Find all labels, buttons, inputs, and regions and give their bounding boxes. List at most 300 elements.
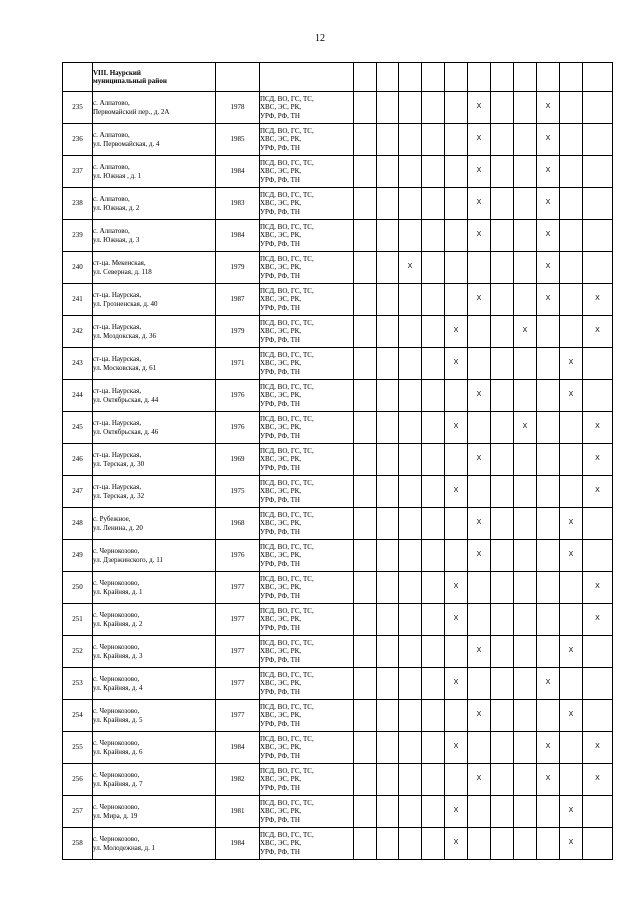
section-empty-cell xyxy=(377,63,399,92)
address-line: ул. Моздокская, д. 36 xyxy=(93,331,156,340)
year-mark-cell xyxy=(514,572,537,604)
year-mark-cell xyxy=(422,668,445,700)
year-mark-cell xyxy=(445,444,468,476)
year-mark-cell xyxy=(354,540,377,572)
address-line: с. Чернокозово, xyxy=(93,611,140,620)
table-row xyxy=(63,188,613,220)
year-mark-cell xyxy=(560,252,583,284)
year-mark-cell xyxy=(560,220,583,252)
year-mark-cell xyxy=(560,764,583,796)
year-mark-cell xyxy=(399,700,422,732)
address-cell xyxy=(93,284,216,316)
table-row xyxy=(63,508,613,540)
year-mark-cell: X xyxy=(399,252,422,284)
year-mark-cell: X xyxy=(560,636,583,668)
work-codes-line: ХВС, ЭС, РК, xyxy=(260,743,301,752)
work-codes-cell xyxy=(260,92,354,124)
year-cell: 1982 xyxy=(216,764,260,796)
address-line: с. Чернокозово, xyxy=(93,707,140,716)
year-mark-cell xyxy=(377,732,399,764)
year-mark-cell xyxy=(354,636,377,668)
address-line: ул. Грозненская, д. 40 xyxy=(93,299,158,308)
work-codes-line: ХВС, ЭС, РК, xyxy=(260,519,301,528)
work-codes-cell xyxy=(260,412,354,444)
year-mark-cell xyxy=(422,284,445,316)
year-mark-cell xyxy=(491,220,514,252)
year-mark-cell xyxy=(422,316,445,348)
work-codes-cell xyxy=(260,188,354,220)
year-mark-cell xyxy=(354,828,377,860)
year-mark-cell xyxy=(583,380,613,412)
year-mark-cell xyxy=(560,284,583,316)
year-cell: 1977 xyxy=(216,604,260,636)
year-mark-cell: X xyxy=(583,284,613,316)
year-cell: 1976 xyxy=(216,412,260,444)
section-empty-cell xyxy=(422,63,445,92)
year-mark-cell xyxy=(514,540,537,572)
year-mark-cell: X xyxy=(583,412,613,444)
year-cell: 1984 xyxy=(216,828,260,860)
year-mark-cell xyxy=(354,380,377,412)
buildings-table xyxy=(62,62,613,860)
work-codes-line: ПСД, ВО, ГС, ТС, xyxy=(260,734,314,743)
address-line: с. Алпатово, xyxy=(93,227,130,236)
year-mark-cell xyxy=(560,572,583,604)
year-mark-cell xyxy=(445,124,468,156)
year-mark-cell xyxy=(583,156,613,188)
year-mark-cell xyxy=(399,604,422,636)
work-codes-line: УРФ, РФ, ТН xyxy=(260,687,300,696)
year-mark-cell xyxy=(491,508,514,540)
year-mark-cell xyxy=(377,668,399,700)
year-mark-cell: X xyxy=(514,412,537,444)
year-mark-cell xyxy=(445,636,468,668)
work-codes-cell xyxy=(260,732,354,764)
year-mark-cell xyxy=(354,476,377,508)
table-row xyxy=(63,700,613,732)
year-mark-cell: X xyxy=(445,476,468,508)
year-mark-cell xyxy=(377,188,399,220)
year-mark-cell xyxy=(468,348,491,380)
year-mark-cell xyxy=(354,316,377,348)
year-mark-cell xyxy=(377,572,399,604)
table-row xyxy=(63,732,613,764)
work-codes-line: ПСД, ВО, ГС, ТС, xyxy=(260,158,314,167)
address-line: ул. Терская, д. 32 xyxy=(93,491,145,500)
work-codes-line: УРФ, РФ, ТН xyxy=(260,591,300,600)
work-codes-cell xyxy=(260,316,354,348)
address-cell xyxy=(93,508,216,540)
address-cell xyxy=(93,828,216,860)
address-line: с. Чернокозово, xyxy=(93,803,140,812)
year-mark-cell xyxy=(537,412,560,444)
year-mark-cell xyxy=(399,508,422,540)
year-mark-cell xyxy=(583,700,613,732)
row-number: 247 xyxy=(63,476,93,508)
section-title-line: VIII. Наурский xyxy=(93,68,141,77)
table-row xyxy=(63,316,613,348)
year-mark-cell xyxy=(514,732,537,764)
year-mark-cell: X xyxy=(445,412,468,444)
address-line: ул. Крайняя, д. 3 xyxy=(93,651,143,660)
table-row xyxy=(63,764,613,796)
year-mark-cell: X xyxy=(468,764,491,796)
work-codes-line: ХВС, ЭС, РК, xyxy=(260,391,301,400)
year-mark-cell xyxy=(354,508,377,540)
year-mark-cell: X xyxy=(537,252,560,284)
year-cell: 1983 xyxy=(216,188,260,220)
year-mark-cell: X xyxy=(560,540,583,572)
work-codes-line: ХВС, ЭС, РК, xyxy=(260,359,301,368)
work-codes-line: ХВС, ЭС, РК, xyxy=(260,103,301,112)
year-mark-cell xyxy=(422,220,445,252)
row-number: 258 xyxy=(63,828,93,860)
year-mark-cell xyxy=(354,604,377,636)
address-cell xyxy=(93,540,216,572)
year-mark-cell: X xyxy=(445,604,468,636)
year-mark-cell xyxy=(377,476,399,508)
year-mark-cell xyxy=(583,828,613,860)
year-mark-cell xyxy=(468,316,491,348)
year-mark-cell xyxy=(491,668,514,700)
address-line: с. Чернокозово, xyxy=(93,547,140,556)
year-mark-cell xyxy=(399,732,422,764)
address-line: с. Алпатово, xyxy=(93,99,130,108)
year-mark-cell xyxy=(491,284,514,316)
year-mark-cell xyxy=(422,700,445,732)
address-line: ст-ца. Наурская, xyxy=(93,387,142,396)
work-codes-line: УРФ, РФ, ТН xyxy=(260,175,300,184)
work-codes-line: ПСД, ВО, ГС, ТС, xyxy=(260,446,314,455)
year-mark-cell xyxy=(514,764,537,796)
address-cell xyxy=(93,188,216,220)
year-mark-cell: X xyxy=(468,284,491,316)
year-mark-cell xyxy=(377,156,399,188)
year-mark-cell xyxy=(537,380,560,412)
work-codes-line: ХВС, ЭС, РК, xyxy=(260,327,301,336)
year-mark-cell xyxy=(514,700,537,732)
work-codes-cell xyxy=(260,572,354,604)
address-line: с. Чернокозово, xyxy=(93,739,140,748)
year-mark-cell xyxy=(377,412,399,444)
address-line: ст-ца. Наурская, xyxy=(93,419,142,428)
year-mark-cell xyxy=(422,572,445,604)
address-line: ул. Мира, д. 19 xyxy=(93,811,138,820)
work-codes-cell xyxy=(260,156,354,188)
year-cell: 1985 xyxy=(216,124,260,156)
year-mark-cell xyxy=(377,700,399,732)
work-codes-cell xyxy=(260,508,354,540)
year-mark-cell xyxy=(514,348,537,380)
work-codes-line: ХВС, ЭС, РК, xyxy=(260,423,301,432)
work-codes-cell xyxy=(260,700,354,732)
year-mark-cell xyxy=(468,828,491,860)
work-codes-cell xyxy=(260,604,354,636)
work-codes-line: ХВС, ЭС, РК, xyxy=(260,551,301,560)
section-empty-cell xyxy=(491,63,514,92)
work-codes-line: ХВС, ЭС, РК, xyxy=(260,455,301,464)
year-mark-cell: X xyxy=(468,156,491,188)
year-mark-cell xyxy=(399,444,422,476)
work-codes-line: УРФ, РФ, ТН xyxy=(260,367,300,376)
year-mark-cell xyxy=(354,252,377,284)
address-cell xyxy=(93,476,216,508)
year-mark-cell xyxy=(354,348,377,380)
year-mark-cell xyxy=(399,316,422,348)
year-cell: 1984 xyxy=(216,220,260,252)
year-mark-cell xyxy=(537,796,560,828)
address-line: ул. Дзержинского, д. 11 xyxy=(93,555,163,564)
row-number: 236 xyxy=(63,124,93,156)
work-codes-line: УРФ, РФ, ТН xyxy=(260,495,300,504)
section-header-row xyxy=(63,63,613,92)
year-mark-cell: X xyxy=(583,732,613,764)
table-row xyxy=(63,604,613,636)
address-line: ст-ца. Наурская, xyxy=(93,451,142,460)
address-line: Первомайский пер., д. 2А xyxy=(93,107,170,116)
row-number: 256 xyxy=(63,764,93,796)
year-mark-cell xyxy=(468,476,491,508)
year-cell: 1984 xyxy=(216,732,260,764)
year-mark-cell xyxy=(491,700,514,732)
year-mark-cell xyxy=(399,636,422,668)
year-mark-cell xyxy=(491,124,514,156)
year-mark-cell xyxy=(354,572,377,604)
year-mark-cell xyxy=(377,92,399,124)
work-codes-line: ПСД, ВО, ГС, ТС, xyxy=(260,478,314,487)
address-cell xyxy=(93,668,216,700)
year-mark-cell xyxy=(377,604,399,636)
work-codes-line: УРФ, РФ, ТН xyxy=(260,751,300,760)
table-row xyxy=(63,796,613,828)
address-cell xyxy=(93,572,216,604)
year-mark-cell: X xyxy=(445,732,468,764)
work-codes-line: ПСД, ВО, ГС, ТС, xyxy=(260,190,314,199)
work-codes-line: ХВС, ЭС, РК, xyxy=(260,199,301,208)
table-row xyxy=(63,540,613,572)
year-mark-cell xyxy=(560,124,583,156)
year-mark-cell xyxy=(583,124,613,156)
year-mark-cell: X xyxy=(560,828,583,860)
year-mark-cell xyxy=(354,668,377,700)
year-mark-cell xyxy=(491,92,514,124)
year-mark-cell xyxy=(422,636,445,668)
address-line: ул. Первомайская, д. 4 xyxy=(93,139,160,148)
year-mark-cell xyxy=(354,764,377,796)
address-line: ул. Крайняя, д. 2 xyxy=(93,619,143,628)
row-number: 243 xyxy=(63,348,93,380)
address-cell xyxy=(93,380,216,412)
year-mark-cell xyxy=(377,252,399,284)
year-mark-cell xyxy=(399,220,422,252)
year-mark-cell xyxy=(377,828,399,860)
address-cell xyxy=(93,252,216,284)
year-mark-cell: X xyxy=(537,284,560,316)
work-codes-cell xyxy=(260,380,354,412)
table-row xyxy=(63,284,613,316)
address-line: ул. Южная, д. 3 xyxy=(93,235,140,244)
work-codes-line: ХВС, ЭС, РК, xyxy=(260,231,301,240)
year-mark-cell: X xyxy=(583,604,613,636)
year-mark-cell xyxy=(491,188,514,220)
year-mark-cell xyxy=(399,348,422,380)
year-mark-cell xyxy=(491,636,514,668)
year-mark-cell xyxy=(514,508,537,540)
table-row xyxy=(63,380,613,412)
work-codes-line: ПСД, ВО, ГС, ТС, xyxy=(260,222,314,231)
year-mark-cell xyxy=(422,348,445,380)
work-codes-cell xyxy=(260,764,354,796)
work-codes-line: ПСД, ВО, ГС, ТС, xyxy=(260,382,314,391)
year-mark-cell xyxy=(537,476,560,508)
row-number: 235 xyxy=(63,92,93,124)
work-codes-line: ПСД, ВО, ГС, ТС, xyxy=(260,830,314,839)
row-number: 239 xyxy=(63,220,93,252)
year-mark-cell xyxy=(560,316,583,348)
work-codes-line: УРФ, РФ, ТН xyxy=(260,527,300,536)
address-line: с. Чернокозово, xyxy=(93,579,140,588)
year-mark-cell xyxy=(422,828,445,860)
address-line: ст-ца. Наурская, xyxy=(93,291,142,300)
year-mark-cell: X xyxy=(560,380,583,412)
year-mark-cell xyxy=(377,636,399,668)
work-codes-line: ПСД, ВО, ГС, ТС, xyxy=(260,766,314,775)
year-mark-cell xyxy=(514,252,537,284)
year-mark-cell xyxy=(537,604,560,636)
work-codes-line: УРФ, РФ, ТН xyxy=(260,463,300,472)
year-cell: 1975 xyxy=(216,476,260,508)
row-number: 240 xyxy=(63,252,93,284)
year-mark-cell xyxy=(583,92,613,124)
year-mark-cell xyxy=(445,92,468,124)
address-line: ул. Октябрьская, д. 46 xyxy=(93,427,159,436)
year-mark-cell xyxy=(422,732,445,764)
address-line: ул. Северная, д. 118 xyxy=(93,267,152,276)
page-number: 12 xyxy=(315,33,325,44)
address-cell xyxy=(93,220,216,252)
table-row xyxy=(63,252,613,284)
year-mark-cell: X xyxy=(560,796,583,828)
row-number: 248 xyxy=(63,508,93,540)
row-number: 238 xyxy=(63,188,93,220)
year-mark-cell xyxy=(514,796,537,828)
table-row xyxy=(63,572,613,604)
address-cell xyxy=(93,348,216,380)
year-mark-cell xyxy=(445,764,468,796)
year-mark-cell xyxy=(537,828,560,860)
year-mark-cell xyxy=(583,796,613,828)
year-cell: 1977 xyxy=(216,700,260,732)
section-empty-cell xyxy=(583,63,613,92)
year-mark-cell xyxy=(422,764,445,796)
table-row xyxy=(63,828,613,860)
year-mark-cell xyxy=(422,540,445,572)
year-mark-cell xyxy=(422,476,445,508)
table-row xyxy=(63,636,613,668)
work-codes-line: УРФ, РФ, ТН xyxy=(260,303,300,312)
work-codes-line: ПСД, ВО, ГС, ТС, xyxy=(260,318,314,327)
year-mark-cell xyxy=(377,316,399,348)
year-mark-cell xyxy=(468,572,491,604)
year-mark-cell: X xyxy=(468,188,491,220)
year-mark-cell xyxy=(354,796,377,828)
year-mark-cell: X xyxy=(537,124,560,156)
year-mark-cell xyxy=(514,668,537,700)
year-mark-cell xyxy=(560,156,583,188)
work-codes-line: УРФ, РФ, ТН xyxy=(260,815,300,824)
year-mark-cell xyxy=(514,380,537,412)
year-mark-cell xyxy=(560,476,583,508)
year-cell: 1987 xyxy=(216,284,260,316)
address-line: ул. Октябрьская, д. 44 xyxy=(93,395,159,404)
year-mark-cell xyxy=(537,348,560,380)
year-mark-cell xyxy=(354,284,377,316)
year-mark-cell xyxy=(583,220,613,252)
work-codes-cell xyxy=(260,284,354,316)
year-mark-cell: X xyxy=(468,540,491,572)
address-line: ст-ца. Наурская, xyxy=(93,323,142,332)
year-mark-cell xyxy=(537,444,560,476)
section-empty-cell xyxy=(399,63,422,92)
table-row xyxy=(63,124,613,156)
section-empty-cell xyxy=(537,63,560,92)
year-mark-cell xyxy=(583,540,613,572)
year-mark-cell xyxy=(354,188,377,220)
year-mark-cell xyxy=(354,444,377,476)
year-cell: 1976 xyxy=(216,380,260,412)
year-mark-cell: X xyxy=(583,476,613,508)
work-codes-line: ХВС, ЭС, РК, xyxy=(260,679,301,688)
work-codes-line: ПСД, ВО, ГС, ТС, xyxy=(260,702,314,711)
year-mark-cell xyxy=(491,252,514,284)
year-mark-cell xyxy=(399,764,422,796)
work-codes-line: УРФ, РФ, ТН xyxy=(260,111,300,120)
year-mark-cell xyxy=(560,188,583,220)
year-mark-cell xyxy=(399,188,422,220)
row-number: 237 xyxy=(63,156,93,188)
address-cell xyxy=(93,412,216,444)
year-mark-cell: X xyxy=(583,764,613,796)
table-row xyxy=(63,444,613,476)
work-codes-line: ПСД, ВО, ГС, ТС, xyxy=(260,510,314,519)
work-codes-line: УРФ, РФ, ТН xyxy=(260,335,300,344)
year-mark-cell xyxy=(354,156,377,188)
year-mark-cell xyxy=(514,124,537,156)
work-codes-line: ХВС, ЭС, РК, xyxy=(260,167,301,176)
year-mark-cell xyxy=(422,252,445,284)
work-codes-line: ХВС, ЭС, РК, xyxy=(260,807,301,816)
section-empty-cell xyxy=(468,63,491,92)
work-codes-line: ПСД, ВО, ГС, ТС, xyxy=(260,606,314,615)
address-line: с. Алпатово, xyxy=(93,131,130,140)
work-codes-line: ПСД, ВО, ГС, ТС, xyxy=(260,798,314,807)
year-mark-cell xyxy=(399,540,422,572)
year-mark-cell xyxy=(399,92,422,124)
row-number: 255 xyxy=(63,732,93,764)
section-empty-cell xyxy=(354,63,377,92)
year-mark-cell xyxy=(422,412,445,444)
year-cell: 1968 xyxy=(216,508,260,540)
year-mark-cell: X xyxy=(537,668,560,700)
row-number: 241 xyxy=(63,284,93,316)
year-mark-cell: X xyxy=(468,444,491,476)
work-codes-line: ХВС, ЭС, РК, xyxy=(260,295,301,304)
address-line: ул. Терская, д. 30 xyxy=(93,459,145,468)
year-mark-cell xyxy=(583,348,613,380)
address-line: ул. Московская, д. 61 xyxy=(93,363,157,372)
year-mark-cell: X xyxy=(537,220,560,252)
year-mark-cell xyxy=(491,156,514,188)
